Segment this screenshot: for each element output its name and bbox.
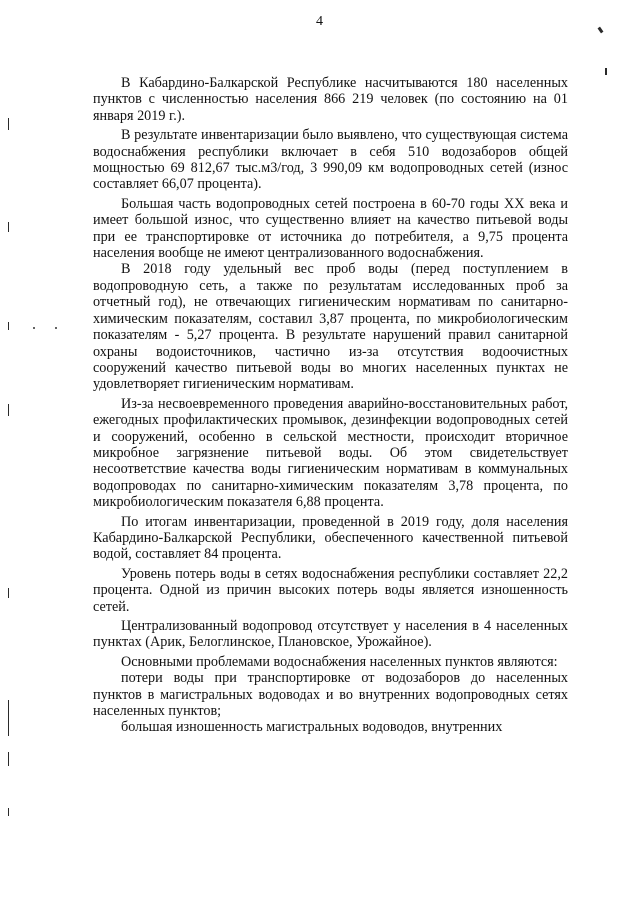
scan-mark-left-8 <box>8 808 9 816</box>
paragraph-network-wear: Большая часть водопроводных сетей построена в 60-70 годы XX века и имеет большой износ, что существенно влияет на качество питьевой воды при ее транспортировке от источника до потребителя, а 9,75 процента населения вообще не имеют централизованного водоснабжения. <box>93 195 568 262</box>
paragraph-population: В Кабардино-Балкарской Республике насчитываются 180 населенных пунктов с численностью населения 866 219 человек (по состоянию на 01 января 2019 г.). <box>93 75 568 124</box>
scan-mark-left-7 <box>8 752 9 766</box>
scan-mark-left-4 <box>8 404 9 416</box>
scan-mark-left-5 <box>8 588 9 598</box>
paragraph-secondary-contamination: Из-за несвоевременного проведения аварийно-восстановительных работ, ежегодных профилактических промывок, дезинфекции водопроводных сетей и сооружений, особенно в сельской местности, происходит вторичное микробное загрязнение питьевой воды. Об этом свидетельствует несоответствие качества воды гигиеническим нормативам в коммунальных водопроводах по санитарно-химическим показателям 3,78 процента, по микробиологическим показателя 6,88 процента. <box>93 395 568 511</box>
scan-dot-left-2 <box>55 327 57 329</box>
paragraph-inventory-results: В результате инвентаризации было выявлено, что существующая система водоснабжения республики включает в себя 510 водозаборов общей мощностью 69 812,67 тыс.м3/год, 3 990,09 км водопроводных сетей (износ составляет 66,07 процента). <box>93 127 568 193</box>
paragraph-no-central-water: Централизованный водопровод отсутствует у населения в 4 населенных пунктах (Арик, Белоглинское, Плановское, Урожайное). <box>93 618 568 651</box>
paragraph-main-problems: Основными проблемами водоснабжения населенных пунктов являются: <box>121 653 558 670</box>
scan-mark-left-2 <box>8 222 9 232</box>
scan-mark-left-3 <box>8 322 9 330</box>
paragraph-2018-samples: В 2018 году удельный вес проб воды (перед поступлением в водопроводную сеть, а также по результатам исследованных проб за отчетный год), не отвечающих гигиеническим нормативам по санитарно-химическим показателям, составил 3,87 процента, по микробиологическим показателям - 5,27 процента. В результате нарушений правил санитарной охраны водоисточников, частично из-за отсутствия водоочистных сооружений качество питьевой воды во многих населенных пунктах не удовлетворяет гигиеническим нормативам. <box>93 261 568 393</box>
list-item-transport-losses: потери воды при транспортировке от водозаборов до населенных пунктов в магистральных водоводах и во внутренних водопроводных сетях населенных пунктов; <box>93 670 568 720</box>
scan-dot-left-1 <box>33 327 35 329</box>
document-body <box>93 75 568 736</box>
page-number: 4 <box>316 14 323 29</box>
paragraph-water-losses: Уровень потерь воды в сетях водоснабжения республики составляет 22,2 процента. Одной из причин высоких потерь воды является изношенность сетей. <box>93 565 568 615</box>
list-item-main-pipeline-wear: большая изношенность магистральных водоводов, внутренних <box>121 719 503 736</box>
scan-mark-right <box>605 68 607 75</box>
scan-mark-left-6 <box>8 700 9 736</box>
paragraph-2019-inventory-share: По итогам инвентаризации, проведенной в 2019 году, доля населения Кабардино-Балкарской Республики, обеспеченного качественной питьевой водой, составляет 84 процента. <box>93 513 568 563</box>
scan-mark-left-1 <box>8 118 9 130</box>
